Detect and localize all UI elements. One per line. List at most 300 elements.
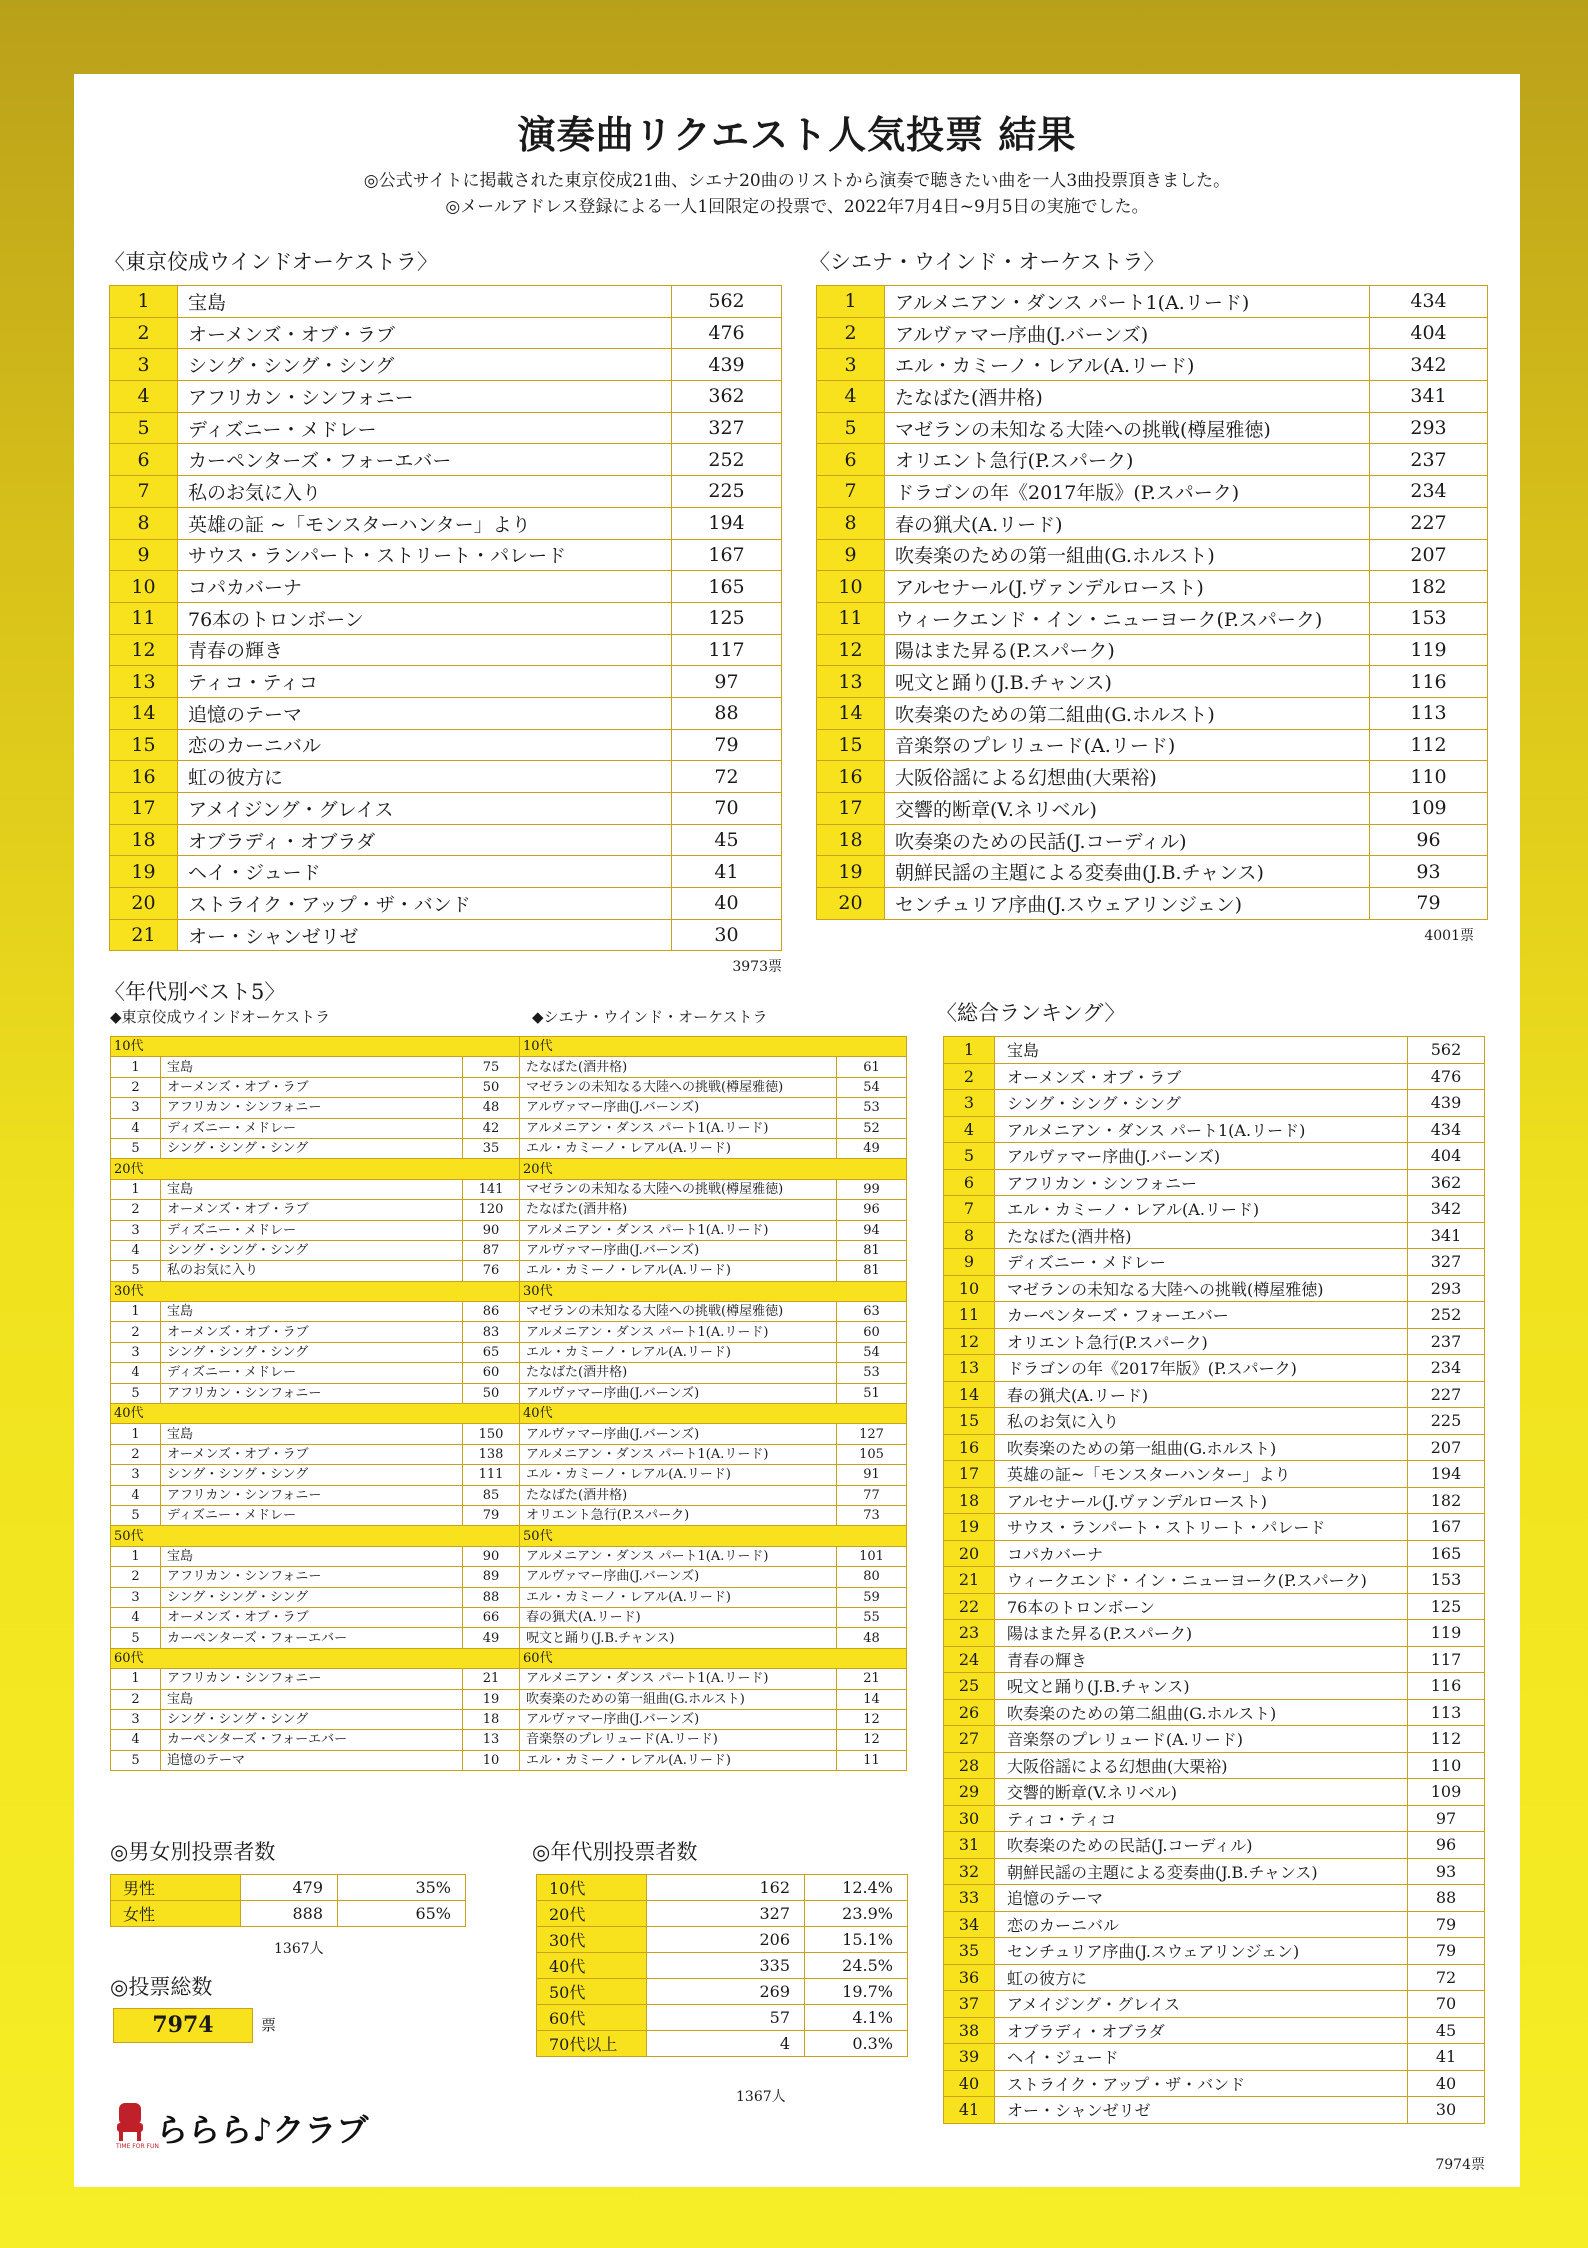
title-cell: アルヴァマー序曲(J.バーンズ)	[885, 317, 1370, 349]
rank-cell: 16	[944, 1434, 995, 1461]
title-cell: オー・シャンゼリゼ	[178, 919, 672, 951]
title-cell: 宝島	[178, 286, 672, 318]
label-cell: 男性	[111, 1875, 241, 1901]
siena-title-cell: アルヴァマー序曲(J.バーンズ)	[520, 1098, 837, 1118]
rank-cell: 2	[111, 1567, 161, 1587]
votes-cell: 207	[1370, 539, 1488, 571]
rank-cell: 5	[111, 1383, 161, 1403]
title-cell: 英雄の証 ~「モンスターハンター」より	[178, 507, 672, 539]
rank-cell: 24	[944, 1646, 995, 1673]
rank-cell: 29	[944, 1779, 995, 1806]
votes-cell: 182	[1370, 571, 1488, 603]
decade-left-label: ◆東京佼成ウインドオーケストラ	[110, 1008, 331, 1026]
votes-cell: 439	[1408, 1090, 1485, 1117]
rank-cell: 4	[111, 1730, 161, 1750]
siena-row	[817, 571, 1488, 603]
title-cell: 青春の輝き	[995, 1646, 1408, 1673]
tokyo-row	[110, 286, 782, 318]
siena-votes-cell: 101	[837, 1546, 907, 1566]
overall-row	[944, 1090, 1485, 1117]
siena-votes-cell: 21	[837, 1669, 907, 1689]
rank-cell: 11	[944, 1302, 995, 1329]
votes-cell: 116	[1370, 666, 1488, 698]
logo-tagline: TIME FOR FUN	[116, 2143, 159, 2150]
siena-title-cell: アルメニアン・ダンス パート1(A.リード)	[520, 1669, 837, 1689]
percent-cell: 15.1%	[805, 1927, 908, 1953]
title-cell: アメイジング・グレイス	[178, 793, 672, 825]
rank-cell: 7	[110, 476, 178, 508]
siena-votes-cell: 96	[837, 1200, 907, 1220]
decade-table	[110, 1036, 907, 1771]
title-cell: 音楽祭のプレリュード(A.リード)	[885, 729, 1370, 761]
overall-row	[944, 1434, 1485, 1461]
overall-row	[944, 1832, 1485, 1859]
tokyo-title-cell: アフリカン・シンフォニー	[161, 1098, 463, 1118]
siena-title-cell: オリエント急行(P.スパーク)	[520, 1505, 837, 1525]
siena-title-cell: アルヴァマー序曲(J.バーンズ)	[520, 1240, 837, 1260]
title-cell: マゼランの未知なる大陸への挑戦(樽屋雅徳)	[995, 1275, 1408, 1302]
votes-cell: 41	[1408, 2044, 1485, 2071]
decade-row	[111, 1383, 907, 1403]
title-cell: 交響的断章(V.ネリベル)	[885, 793, 1370, 825]
decade-label-tokyo: 20代	[111, 1159, 520, 1179]
tokyo-title-cell: カーペンターズ・フォーエバー	[161, 1730, 463, 1750]
siena-title-cell: たなばた(酒井格)	[520, 1485, 837, 1505]
siena-row	[817, 349, 1488, 381]
title-cell: ディズニー・メドレー	[178, 412, 672, 444]
votes-cell: 112	[1370, 729, 1488, 761]
votes-cell: 252	[672, 444, 782, 476]
votes-cell: 434	[1408, 1116, 1485, 1143]
rank-cell: 11	[110, 602, 178, 634]
tokyo-title-cell: オーメンズ・オブ・ラブ	[161, 1200, 463, 1220]
siena-title-cell: エル・カミーノ・レアル(A.リード)	[520, 1138, 837, 1158]
age-row	[537, 1875, 908, 1901]
title-cell: オブラディ・オブラダ	[178, 824, 672, 856]
tokyo-votes-cell: 111	[463, 1465, 520, 1485]
rank-cell: 8	[110, 507, 178, 539]
siena-title-cell: アルヴァマー序曲(J.バーンズ)	[520, 1709, 837, 1729]
siena-title-cell: エル・カミーノ・レアル(A.リード)	[520, 1261, 837, 1281]
title-cell: 青春の輝き	[178, 634, 672, 666]
siena-title-cell: マゼランの未知なる大陸への挑戦(樽屋雅徳)	[520, 1077, 837, 1097]
decade-label-tokyo: 50代	[111, 1526, 520, 1546]
overall-heading: 〈総合ランキング〉	[936, 1001, 1126, 1025]
decade-row	[111, 1118, 907, 1138]
rank-cell: 16	[110, 761, 178, 793]
tokyo-votes-cell: 19	[463, 1689, 520, 1709]
count-cell: 327	[647, 1901, 805, 1927]
title-cell: サウス・ランパート・ストリート・パレード	[995, 1514, 1408, 1541]
siena-title-cell: 吹奏楽のための第一組曲(G.ホルスト)	[520, 1689, 837, 1709]
rank-cell: 15	[110, 729, 178, 761]
siena-title-cell: アルヴァマー序曲(J.バーンズ)	[520, 1383, 837, 1403]
decade-row	[111, 1077, 907, 1097]
title-cell: ウィークエンド・イン・ニューヨーク(P.スパーク)	[995, 1567, 1408, 1594]
rank-cell: 12	[944, 1328, 995, 1355]
siena-row	[817, 824, 1488, 856]
siena-votes-cell: 12	[837, 1730, 907, 1750]
rank-cell: 18	[944, 1487, 995, 1514]
tokyo-votes-cell: 13	[463, 1730, 520, 1750]
votes-cell: 234	[1370, 476, 1488, 508]
title-cell: 英雄の証~「モンスターハンター」より	[995, 1461, 1408, 1488]
title-cell: センチュリア序曲(J.スウェアリンジェン)	[885, 888, 1370, 920]
percent-cell: 24.5%	[805, 1953, 908, 1979]
age-row	[537, 1979, 908, 2005]
votes-cell: 404	[1370, 317, 1488, 349]
votes-cell: 88	[672, 697, 782, 729]
votes-cell: 153	[1408, 1567, 1485, 1594]
title-cell: 大阪俗謡による幻想曲(大栗裕)	[995, 1752, 1408, 1779]
results-sheet	[74, 74, 1520, 2187]
overall-row	[944, 1646, 1485, 1673]
title-cell: 恋のカーニバル	[178, 729, 672, 761]
siena-votes-cell: 54	[837, 1077, 907, 1097]
tokyo-title-cell: アフリカン・シンフォニー	[161, 1669, 463, 1689]
siena-row	[817, 412, 1488, 444]
decade-best-heading: 〈年代別ベスト5〉	[104, 980, 286, 1004]
title-cell: マゼランの未知なる大陸への挑戦(樽屋雅徳)	[885, 412, 1370, 444]
label-cell: 10代	[537, 1875, 647, 1901]
votes-cell: 362	[672, 381, 782, 413]
decade-row	[111, 1730, 907, 1750]
tokyo-row	[110, 824, 782, 856]
label-cell: 40代	[537, 1953, 647, 1979]
decade-row	[111, 1505, 907, 1525]
rank-cell: 3	[111, 1709, 161, 1729]
siena-row	[817, 697, 1488, 729]
tokyo-title-cell: オーメンズ・オブ・ラブ	[161, 1322, 463, 1342]
decade-header-row	[111, 1404, 907, 1424]
rank-cell: 19	[110, 856, 178, 888]
title-cell: 虹の彼方に	[995, 1964, 1408, 1991]
rank-cell: 21	[110, 919, 178, 951]
votes-cell: 237	[1370, 444, 1488, 476]
tokyo-title-cell: 私のお気に入り	[161, 1261, 463, 1281]
rank-cell: 4	[111, 1607, 161, 1627]
title-cell: ティコ・ティコ	[178, 666, 672, 698]
tokyo-votes-cell: 120	[463, 1200, 520, 1220]
votes-cell: 40	[672, 888, 782, 920]
rank-cell: 5	[111, 1750, 161, 1770]
decade-row	[111, 1444, 907, 1464]
overall-row	[944, 2044, 1485, 2071]
siena-title-cell: エル・カミーノ・レアル(A.リード)	[520, 1465, 837, 1485]
rank-cell: 1	[111, 1057, 161, 1077]
percent-cell: 65%	[338, 1901, 466, 1927]
decade-row	[111, 1485, 907, 1505]
tokyo-table	[109, 285, 782, 951]
grand-total-value: 7974	[113, 2008, 253, 2043]
rank-cell: 20	[817, 888, 885, 920]
siena-title-cell: アルメニアン・ダンス パート1(A.リード)	[520, 1118, 837, 1138]
votes-cell: 70	[1408, 1991, 1485, 2018]
rank-cell: 4	[817, 381, 885, 413]
rank-cell: 33	[944, 1885, 995, 1912]
title-cell: アルセナール(J.ヴァンデルロースト)	[885, 571, 1370, 603]
decade-header-row	[111, 1037, 907, 1057]
title-cell: 恋のカーニバル	[995, 1911, 1408, 1938]
siena-row	[817, 666, 1488, 698]
rank-cell: 6	[110, 444, 178, 476]
title-cell: 宝島	[995, 1037, 1408, 1064]
rank-cell: 20	[110, 888, 178, 920]
rank-cell: 1	[111, 1424, 161, 1444]
title-cell: アルセナール(J.ヴァンデルロースト)	[995, 1487, 1408, 1514]
title-cell: 朝鮮民謡の主題による変奏曲(J.B.チャンス)	[885, 856, 1370, 888]
tokyo-votes-cell: 66	[463, 1607, 520, 1627]
logo-text: ららら♪クラブ	[156, 2111, 369, 2149]
title-cell: センチュリア序曲(J.スウェアリンジェン)	[995, 1938, 1408, 1965]
tokyo-row	[110, 349, 782, 381]
rank-cell: 1	[111, 1179, 161, 1199]
siena-title-cell: マゼランの未知なる大陸への挑戦(樽屋雅徳)	[520, 1302, 837, 1322]
title-cell: 私のお気に入り	[995, 1408, 1408, 1435]
votes-cell: 125	[672, 602, 782, 634]
percent-cell: 0.3%	[805, 2031, 908, 2057]
rank-cell: 20	[944, 1540, 995, 1567]
siena-votes-cell: 52	[837, 1118, 907, 1138]
siena-heading: 〈シエナ・ウインド・オーケストラ〉	[809, 250, 1165, 274]
title-cell: ティコ・ティコ	[995, 1805, 1408, 1832]
siena-row	[817, 444, 1488, 476]
tokyo-title-cell: 宝島	[161, 1057, 463, 1077]
siena-title-cell: エル・カミーノ・レアル(A.リード)	[520, 1587, 837, 1607]
votes-cell: 252	[1408, 1302, 1485, 1329]
tokyo-row	[110, 571, 782, 603]
siena-title-cell: 呪文と踊り(J.B.チャンス)	[520, 1628, 837, 1648]
siena-votes-cell: 81	[837, 1240, 907, 1260]
overall-row	[944, 1381, 1485, 1408]
tokyo-heading: 〈東京佼成ウインドオーケストラ〉	[104, 250, 438, 274]
count-cell: 269	[647, 1979, 805, 2005]
rank-cell: 3	[111, 1465, 161, 1485]
rank-cell: 27	[944, 1726, 995, 1753]
tokyo-row	[110, 412, 782, 444]
title-cell: ストライク・アップ・ザ・バンド	[995, 2070, 1408, 2097]
decade-row	[111, 1587, 907, 1607]
rank-cell: 10	[817, 571, 885, 603]
siena-title-cell: アルメニアン・ダンス パート1(A.リード)	[520, 1322, 837, 1342]
overall-table	[943, 1036, 1485, 2124]
votes-cell: 476	[672, 317, 782, 349]
tokyo-title-cell: 追憶のテーマ	[161, 1750, 463, 1770]
gender-total: 1367人	[274, 1941, 324, 1957]
title-cell: カーペンターズ・フォーエバー	[178, 444, 672, 476]
percent-cell: 4.1%	[805, 2005, 908, 2031]
votes-cell: 88	[1408, 1885, 1485, 1912]
siena-title-cell: アルヴァマー序曲(J.バーンズ)	[520, 1567, 837, 1587]
gender-heading: ◎男女別投票者数	[110, 1840, 276, 1864]
siena-votes-cell: 11	[837, 1750, 907, 1770]
overall-row	[944, 1302, 1485, 1329]
tokyo-row	[110, 888, 782, 920]
decade-label-tokyo: 10代	[111, 1037, 520, 1057]
percent-cell: 12.4%	[805, 1875, 908, 1901]
decade-label-siena: 50代	[520, 1526, 907, 1546]
title-cell: アメイジング・グレイス	[995, 1991, 1408, 2018]
overall-row	[944, 1779, 1485, 1806]
overall-row	[944, 2097, 1485, 2124]
rank-cell: 36	[944, 1964, 995, 1991]
overall-row	[944, 1567, 1485, 1594]
rank-cell: 4	[111, 1118, 161, 1138]
votes-cell: 117	[672, 634, 782, 666]
tokyo-votes-cell: 90	[463, 1546, 520, 1566]
votes-cell: 165	[672, 571, 782, 603]
tokyo-row	[110, 539, 782, 571]
votes-cell: 225	[1408, 1408, 1485, 1435]
tokyo-title-cell: ディズニー・メドレー	[161, 1220, 463, 1240]
title-cell: ヘイ・ジュード	[995, 2044, 1408, 2071]
label-cell: 20代	[537, 1901, 647, 1927]
title-cell: 陽はまた昇る(P.スパーク)	[885, 634, 1370, 666]
rank-cell: 5	[111, 1505, 161, 1525]
decade-row	[111, 1567, 907, 1587]
siena-title-cell: 春の猟犬(A.リード)	[520, 1607, 837, 1627]
overall-row	[944, 2017, 1485, 2044]
siena-votes-cell: 80	[837, 1567, 907, 1587]
siena-votes-cell: 91	[837, 1465, 907, 1485]
rank-cell: 3	[111, 1342, 161, 1362]
tokyo-votes-cell: 89	[463, 1567, 520, 1587]
decade-row	[111, 1322, 907, 1342]
rank-cell: 6	[944, 1169, 995, 1196]
rank-cell: 22	[944, 1593, 995, 1620]
votes-cell: 342	[1370, 349, 1488, 381]
tokyo-title-cell: シング・シング・シング	[161, 1465, 463, 1485]
votes-cell: 434	[1370, 286, 1488, 318]
overall-row	[944, 1911, 1485, 1938]
tokyo-votes-cell: 50	[463, 1077, 520, 1097]
votes-cell: 476	[1408, 1063, 1485, 1090]
tokyo-votes-cell: 60	[463, 1363, 520, 1383]
votes-cell: 194	[1408, 1461, 1485, 1488]
rank-cell: 2	[944, 1063, 995, 1090]
votes-cell: 293	[1370, 412, 1488, 444]
title-cell: コパカバーナ	[995, 1540, 1408, 1567]
rank-cell: 2	[817, 317, 885, 349]
decade-row	[111, 1628, 907, 1648]
tokyo-title-cell: オーメンズ・オブ・ラブ	[161, 1077, 463, 1097]
rank-cell: 5	[110, 412, 178, 444]
siena-row	[817, 381, 1488, 413]
age-row	[537, 1953, 908, 1979]
tokyo-votes-cell: 141	[463, 1179, 520, 1199]
votes-cell: 97	[672, 666, 782, 698]
title-cell: たなばた(酒井格)	[885, 381, 1370, 413]
tokyo-votes-cell: 50	[463, 1383, 520, 1403]
rank-cell: 1	[111, 1302, 161, 1322]
decade-row	[111, 1098, 907, 1118]
votes-cell: 237	[1408, 1328, 1485, 1355]
title-cell: 吹奏楽のための第二組曲(G.ホルスト)	[885, 697, 1370, 729]
title-cell: 春の猟犬(A.リード)	[995, 1381, 1408, 1408]
decade-row	[111, 1669, 907, 1689]
percent-cell: 35%	[338, 1875, 466, 1901]
overall-row	[944, 1461, 1485, 1488]
votes-cell: 234	[1408, 1355, 1485, 1382]
count-cell: 57	[647, 2005, 805, 2031]
votes-cell: 167	[1408, 1514, 1485, 1541]
siena-votes-cell: 105	[837, 1444, 907, 1464]
tokyo-row	[110, 856, 782, 888]
tokyo-row	[110, 507, 782, 539]
siena-votes-cell: 81	[837, 1261, 907, 1281]
count-cell: 888	[241, 1901, 338, 1927]
grand-total-unit: 票	[261, 2016, 277, 2034]
rank-cell: 40	[944, 2070, 995, 2097]
rank-cell: 8	[817, 507, 885, 539]
votes-cell: 227	[1370, 507, 1488, 539]
rank-cell: 3	[111, 1098, 161, 1118]
votes-cell: 119	[1370, 634, 1488, 666]
votes-cell: 227	[1408, 1381, 1485, 1408]
overall-row	[944, 1275, 1485, 1302]
votes-cell: 113	[1408, 1699, 1485, 1726]
tokyo-row	[110, 761, 782, 793]
siena-row	[817, 634, 1488, 666]
siena-title-cell: 音楽祭のプレリュード(A.リード)	[520, 1730, 837, 1750]
tokyo-votes-cell: 35	[463, 1138, 520, 1158]
votes-cell: 116	[1408, 1673, 1485, 1700]
age-row	[537, 2031, 908, 2057]
votes-cell: 110	[1370, 761, 1488, 793]
overall-row	[944, 1116, 1485, 1143]
overall-row	[944, 1991, 1485, 2018]
label-cell: 女性	[111, 1901, 241, 1927]
rank-cell: 34	[944, 1911, 995, 1938]
rank-cell: 2	[111, 1689, 161, 1709]
rank-cell: 10	[944, 1275, 995, 1302]
rank-cell: 1	[111, 1546, 161, 1566]
votes-cell: 293	[1408, 1275, 1485, 1302]
title-cell: 吹奏楽のための第一組曲(G.ホルスト)	[885, 539, 1370, 571]
tokyo-title-cell: 宝島	[161, 1302, 463, 1322]
siena-votes-cell: 127	[837, 1424, 907, 1444]
siena-votes-cell: 14	[837, 1689, 907, 1709]
tokyo-votes-cell: 48	[463, 1098, 520, 1118]
tokyo-votes-cell: 18	[463, 1709, 520, 1729]
percent-cell: 19.7%	[805, 1979, 908, 2005]
decade-row	[111, 1342, 907, 1362]
overall-row	[944, 1593, 1485, 1620]
rank-cell: 12	[110, 634, 178, 666]
tokyo-votes-cell: 65	[463, 1342, 520, 1362]
votes-cell: 109	[1408, 1779, 1485, 1806]
decade-row	[111, 1240, 907, 1260]
siena-votes-cell: 53	[837, 1363, 907, 1383]
label-cell: 30代	[537, 1927, 647, 1953]
rank-cell: 2	[110, 317, 178, 349]
rank-cell: 1	[110, 286, 178, 318]
rank-cell: 12	[817, 634, 885, 666]
votes-cell: 117	[1408, 1646, 1485, 1673]
tokyo-votes-cell: 87	[463, 1240, 520, 1260]
rank-cell: 32	[944, 1858, 995, 1885]
decade-header-row	[111, 1648, 907, 1668]
votes-cell: 79	[1370, 888, 1488, 920]
title-cell: ディズニー・メドレー	[995, 1249, 1408, 1276]
title-cell: 追憶のテーマ	[995, 1885, 1408, 1912]
siena-votes-cell: 53	[837, 1098, 907, 1118]
votes-cell: 119	[1408, 1620, 1485, 1647]
title-cell: ヘイ・ジュード	[178, 856, 672, 888]
rank-cell: 5	[111, 1628, 161, 1648]
decade-row	[111, 1424, 907, 1444]
decade-row	[111, 1261, 907, 1281]
